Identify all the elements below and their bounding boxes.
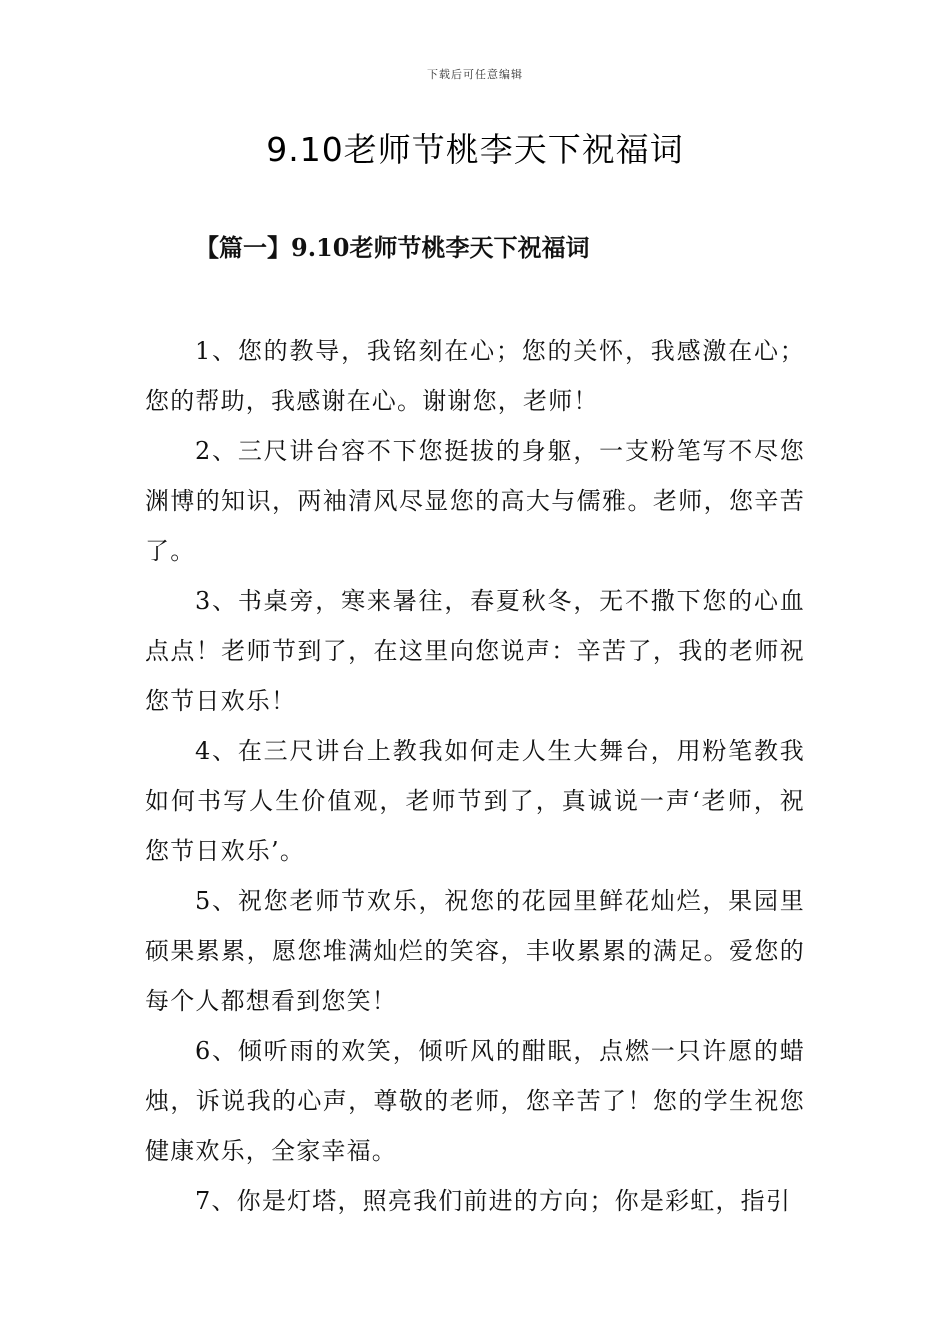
section-heading: 【篇一】9.10老师节桃李天下祝福词 — [195, 233, 590, 262]
paragraph-6: 6、倾听雨的欢笑，倾听风的酣眠，点燃一只许愿的蜡烛，诉说我的心声，尊敬的老师，您辛苦了！您的学生祝您健康欢乐，全家幸福。 — [145, 1037, 805, 1165]
body-text — [145, 326, 805, 1226]
paragraph-2: 2、三尺讲台容不下您挺拔的身躯，一支粉笔写不尽您渊博的知识，两袖清风尽显您的高大与儒雅。老师，您辛苦了。 — [145, 437, 805, 565]
paragraph-3: 3、书桌旁，寒来暑往，春夏秋冬，无不撒下您的心血点点！老师节到了，在这里向您说声：辛苦了，我的老师祝您节日欢乐！ — [145, 587, 805, 715]
paragraph-4: 4、在三尺讲台上教我如何走人生大舞台，用粉笔教我如何书写人生价值观，老师节到了，真诚说一声‘老师，祝您节日欢乐’。 — [145, 737, 805, 865]
document-title: 9.10老师节桃李天下祝福词 — [266, 130, 684, 169]
paragraph-5: 5、祝您老师节欢乐，祝您的花园里鲜花灿烂，果园里硕果累累，愿您堆满灿烂的笑容，丰收累累的满足。爱您的每个人都想看到您笑！ — [145, 887, 805, 1015]
paragraph-7: 7、你是灯塔，照亮我们前进的方向；你是彩虹，指引 — [195, 1187, 792, 1215]
paragraph-1: 1、您的教导，我铭刻在心；您的关怀，我感激在心；您的帮助，我感谢在心。谢谢您，老师！ — [145, 337, 805, 415]
header-note: 下载后可任意编辑 — [427, 68, 523, 81]
